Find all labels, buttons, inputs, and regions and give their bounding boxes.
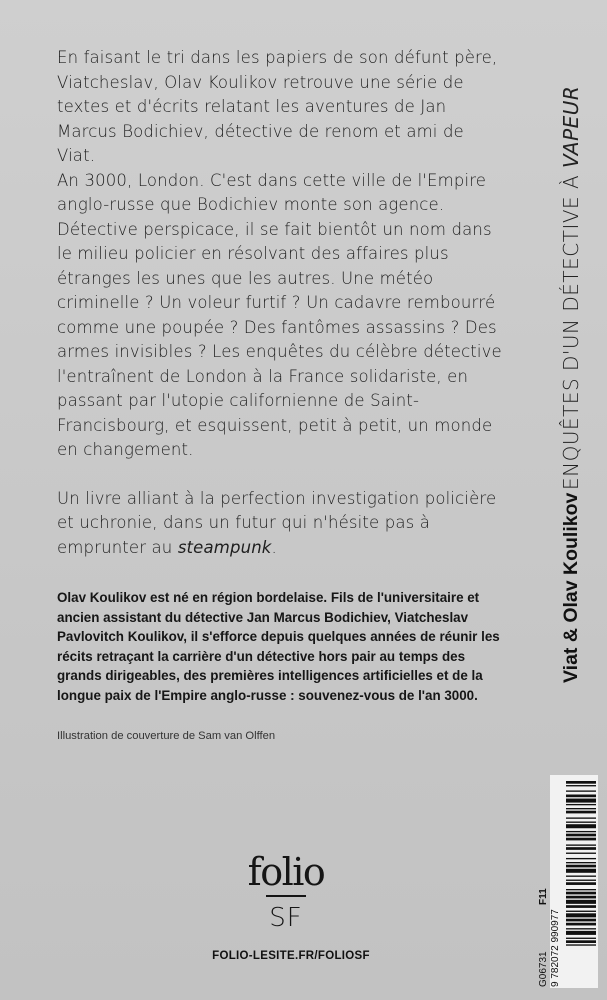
barcode-bar xyxy=(566,928,596,929)
series-title-italic: VAPEUR xyxy=(559,85,583,168)
barcode-bar xyxy=(566,838,596,841)
barcode-bar xyxy=(566,862,596,863)
barcode-bar xyxy=(566,865,596,868)
blurb-paragraph-1: En faisant le tri dans les papiers de son défunt père, Viatcheslav, Olav Koulikov retrouve une série de textes et d'écrits relatant les aventures de Jan Marcus Bodichiev, détective de renom et ami de Viat. xyxy=(57,48,498,165)
folio-sf-logo xyxy=(226,850,346,933)
barcode-bar xyxy=(566,931,596,935)
website-url: FOLIO-LESITE.FR/FOLIOSF xyxy=(212,950,370,962)
barcode-bar xyxy=(566,844,596,845)
barcode-bar xyxy=(566,944,596,945)
barcode-bar xyxy=(566,905,596,908)
logo-brand: folio xyxy=(247,850,325,894)
pitch-paragraph xyxy=(57,487,502,561)
blurb-paragraph-2: An 3000, London. C'est dans cette ville de l'Empire anglo-russe que Bodichiev monte son agence. Détective perspicace, il se fait bientôt un nom dans le milieu policier en résolvant des affaires plus étranges les unes que les autres. Une météo criminelle ? Un voleur furtif ? Un cadavre rembourré comme une poupée ? Des fantômes assassins ? Des armes invisibles ? Les enquêtes du célèbre détective l'entraînent de London à la France solidariste, en passant par l'utopie californienne de Saint-Francisbourg, et esquissent, petit à petit, un monde en changement. xyxy=(57,170,502,459)
barcode-bar xyxy=(566,811,596,814)
pitch-italic: steampunk xyxy=(177,537,272,557)
barcode-bar xyxy=(566,913,596,917)
barcode-isbn: 9 782072 990977 xyxy=(550,909,561,987)
barcode-bar xyxy=(566,876,596,877)
logo-divider xyxy=(266,895,306,897)
barcode-bar xyxy=(566,847,596,850)
barcode-bar xyxy=(566,896,596,899)
blurb xyxy=(57,46,502,560)
pitch-end: . xyxy=(271,537,277,557)
barcode-bar xyxy=(566,911,596,912)
illustration-credit: Illustration de couverture de Sam van Olffen xyxy=(57,729,276,742)
barcode-bar xyxy=(566,919,596,922)
barcode-bar xyxy=(566,790,596,791)
series-title-text: ENQUÊTES D'UN DÉTECTIVE À xyxy=(559,167,583,490)
barcode-area xyxy=(530,765,600,990)
barcode-bar xyxy=(566,892,596,895)
barcode-bar xyxy=(566,853,596,854)
barcode-bar xyxy=(566,889,596,890)
barcode-bar xyxy=(566,938,596,939)
barcode-bar xyxy=(566,824,596,828)
barcode-bar xyxy=(566,834,596,837)
barcode-bar xyxy=(566,795,596,798)
barcode-bar xyxy=(566,940,596,943)
barcode-bar xyxy=(566,831,596,832)
barcode-code: G06731 xyxy=(538,951,549,987)
barcode-bar xyxy=(566,923,596,926)
barcode-bar xyxy=(566,804,596,805)
logo-collection: SF xyxy=(269,903,303,933)
barcode-bar xyxy=(566,785,596,786)
barcode-bar xyxy=(566,817,596,818)
barcode-bar xyxy=(566,781,596,784)
barcode-bar xyxy=(566,880,596,881)
barcode-bar xyxy=(566,858,596,859)
barcode-bar xyxy=(566,822,596,823)
barcode-category: F11 xyxy=(538,888,549,905)
pitch-text: Un livre alliant à la perfection investigation policière et uchronie, dans un futur qui n'hésite pas à emprunter au xyxy=(57,488,497,557)
barcode-bar xyxy=(566,900,596,904)
barcode-bar xyxy=(566,799,596,803)
barcode-bar xyxy=(566,808,596,809)
author-bio: Olav Koulikov est né en région bordelaise. Fils de l'universitaire et ancien assistant du détective Jan Marcus Bodichiev, Viatcheslav Pavlovitch Koulikov, il s'efforce depuis quelques années de réunir les récits retraçant la carrière d'un détective hors pair au temps des grands dirigeables, des premières intelligences artificielles et de la longue paix de l'Empire anglo-russe : souvenez-vous de l'an 3000. xyxy=(57,590,500,703)
back-cover-text xyxy=(57,46,502,742)
author-name: Viat & Olav Koulikov xyxy=(560,492,582,683)
series-title xyxy=(556,40,586,490)
barcode-bar xyxy=(566,869,596,873)
barcode-bar xyxy=(566,882,596,885)
